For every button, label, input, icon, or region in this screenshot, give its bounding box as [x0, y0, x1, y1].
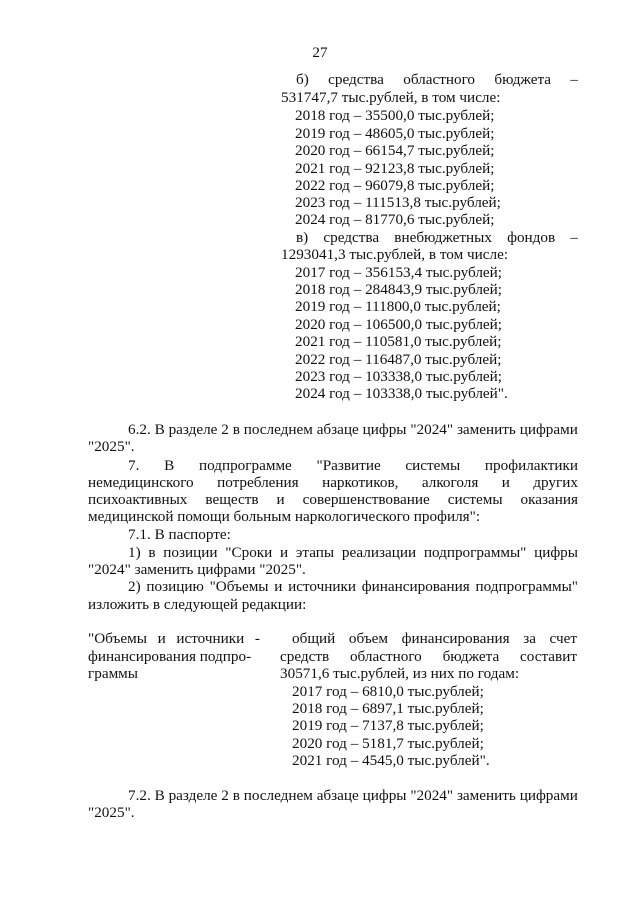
word: и — [501, 474, 510, 491]
word: этапы — [295, 544, 335, 561]
word: потребления — [217, 474, 299, 491]
word: В — [164, 457, 175, 474]
word: психоактивных — [88, 491, 188, 508]
budget-v-total: 1293041,3 тыс.рублей, в том числе: — [281, 246, 509, 263]
budget-b-total: 531747,7 тыс.рублей, в том числе: — [281, 89, 501, 106]
year-line: 2024 год – 81770,6 тыс.рублей; — [295, 211, 495, 228]
year-line: 2021 год – 92123,8 тыс.рублей; — [295, 160, 495, 177]
word: немедицинского — [88, 474, 194, 491]
word: финансирования — [401, 630, 510, 647]
para-7-1-item2-line1 — [128, 578, 578, 595]
word: 7. — [128, 457, 140, 474]
para-7-1-item2-line2: изложить в следующей редакции: — [88, 596, 307, 613]
word: "2024" — [410, 421, 454, 438]
word: 6.2. — [128, 421, 151, 438]
word: последнем — [243, 787, 313, 804]
para-7-2-line1 — [128, 787, 578, 804]
para-7-1-item1-line1 — [128, 544, 578, 561]
word: разделе — [168, 787, 218, 804]
table-left-line1 — [88, 630, 260, 647]
year-line: 2023 год – 111513,8 тыс.рублей; — [295, 194, 501, 211]
year-line: 2019 год – 111800,0 тыс.рублей; — [295, 298, 501, 315]
word: средства — [328, 71, 384, 88]
word: областного — [349, 648, 422, 665]
para-7-1-heading: 7.1. В паспорте: — [128, 526, 231, 543]
budget-v-line — [296, 229, 578, 246]
para-7-line4: медицинской помощи больным наркологического профиля": — [88, 508, 481, 525]
year-line: 2024 год – 103338,0 тыс.рублей". — [295, 385, 508, 402]
word: В — [154, 421, 165, 438]
para-7-line1 — [128, 457, 578, 474]
word: 1) — [128, 544, 141, 561]
word: составит — [520, 648, 577, 665]
word: позиции — [163, 544, 218, 561]
word: позицию — [146, 578, 204, 595]
word: "2024" — [410, 787, 454, 804]
year-line: 2022 год – 96079,8 тыс.рублей; — [295, 177, 495, 194]
year-line: 2018 год – 35500,0 тыс.рублей; — [295, 107, 495, 124]
year-line: 2017 год – 356153,4 тыс.рублей; — [295, 264, 503, 281]
word: в — [148, 544, 156, 561]
year-line: 2020 год – 5181,7 тыс.рублей; — [292, 735, 484, 752]
word: внебюджетных — [394, 229, 492, 246]
word: "Объемы — [209, 578, 269, 595]
word: и — [157, 630, 166, 647]
word: подпрограммы" — [475, 578, 578, 595]
word: системы — [405, 457, 461, 474]
word: и — [280, 544, 289, 561]
year-line: 2020 год – 66154,7 тыс.рублей; — [295, 142, 495, 159]
word: разделе — [168, 421, 218, 438]
word: заменить — [456, 421, 516, 438]
word: за — [523, 630, 536, 647]
word: цифрами — [519, 787, 578, 804]
word: 2) — [128, 578, 141, 595]
word: других — [533, 474, 578, 491]
word: цифры — [362, 787, 407, 804]
word: алкоголя — [421, 474, 479, 491]
year-line: 2018 год – 284843,9 тыс.рублей; — [295, 281, 503, 298]
table-right-line1 — [292, 630, 577, 647]
word: источники — [176, 630, 245, 647]
word: системы — [447, 491, 503, 508]
word: 7.2. — [128, 787, 151, 804]
year-line: 2017 год – 6810,0 тыс.рублей; — [292, 683, 484, 700]
budget-b-line — [296, 71, 578, 88]
year-line: 2019 год – 7137,8 тыс.рублей; — [292, 717, 484, 734]
year-line: 2020 год – 106500,0 тыс.рублей; — [295, 316, 503, 333]
word: в — [232, 421, 240, 438]
word: абзаце — [316, 421, 359, 438]
word: б) — [296, 71, 309, 88]
word: заменить — [456, 787, 516, 804]
word: 2 — [221, 787, 229, 804]
word: общий — [292, 630, 336, 647]
table-right-line2 — [280, 648, 577, 665]
table-left-line2: финансирования подпро- — [88, 648, 252, 665]
word: 2 — [221, 421, 229, 438]
word: профилактики — [484, 457, 578, 474]
word: средств — [280, 648, 330, 665]
word: - — [254, 630, 260, 647]
word: подпрограммы" — [423, 544, 527, 561]
word: цифрами — [519, 421, 578, 438]
year-line: 2019 год – 48605,0 тыс.рублей; — [295, 125, 495, 142]
word: "Объемы — [88, 630, 147, 647]
para-7-line3 — [88, 491, 578, 508]
table-left-line3: граммы — [88, 665, 138, 682]
para-6-2-line2: "2025". — [88, 438, 135, 455]
word: цифры — [534, 544, 578, 561]
word: в — [232, 787, 240, 804]
word: бюджета — [442, 648, 500, 665]
word: цифры — [362, 421, 407, 438]
year-line: 2021 год – 4545,0 тыс.рублей". — [292, 752, 490, 769]
page-number: 27 — [312, 44, 328, 61]
word: средства — [323, 229, 380, 246]
para-6-2-line1 — [128, 421, 578, 438]
word: в) — [296, 229, 309, 246]
para-7-1-item1-line2: "2024" заменить цифрами "2025". — [88, 561, 306, 578]
year-line: 2022 год – 116487,0 тыс.рублей; — [295, 351, 502, 368]
word: – — [570, 229, 578, 246]
word: "Развитие — [316, 457, 381, 474]
year-line: 2021 год – 110581,0 тыс.рублей; — [295, 333, 502, 350]
para-7-line2 — [88, 474, 578, 491]
word: "Сроки — [225, 544, 273, 561]
word: последнем — [243, 421, 313, 438]
word: счет — [549, 630, 577, 647]
word: оказания — [520, 491, 578, 508]
year-line: 2018 год – 6897,1 тыс.рублей; — [292, 700, 484, 717]
word: совершенствование — [302, 491, 430, 508]
year-line: 2023 год – 103338,0 тыс.рублей; — [295, 368, 503, 385]
word: бюджета — [494, 71, 552, 88]
table-right-line3: 30571,6 тыс.рублей, из них по годам: — [280, 665, 520, 682]
word: и — [274, 578, 283, 595]
word: наркотиков, — [322, 474, 399, 491]
word: реализации — [341, 544, 417, 561]
word: источники — [288, 578, 357, 595]
word: фондов — [507, 229, 556, 246]
word: В — [154, 787, 165, 804]
word: подпрограмме — [198, 457, 292, 474]
word: финансирования — [361, 578, 470, 595]
word: областного — [403, 71, 476, 88]
word: объем — [348, 630, 389, 647]
word: – — [570, 71, 578, 88]
word: абзаце — [316, 787, 359, 804]
word: веществ — [205, 491, 259, 508]
para-7-2-line2: "2025". — [88, 804, 135, 821]
word: и — [276, 491, 285, 508]
